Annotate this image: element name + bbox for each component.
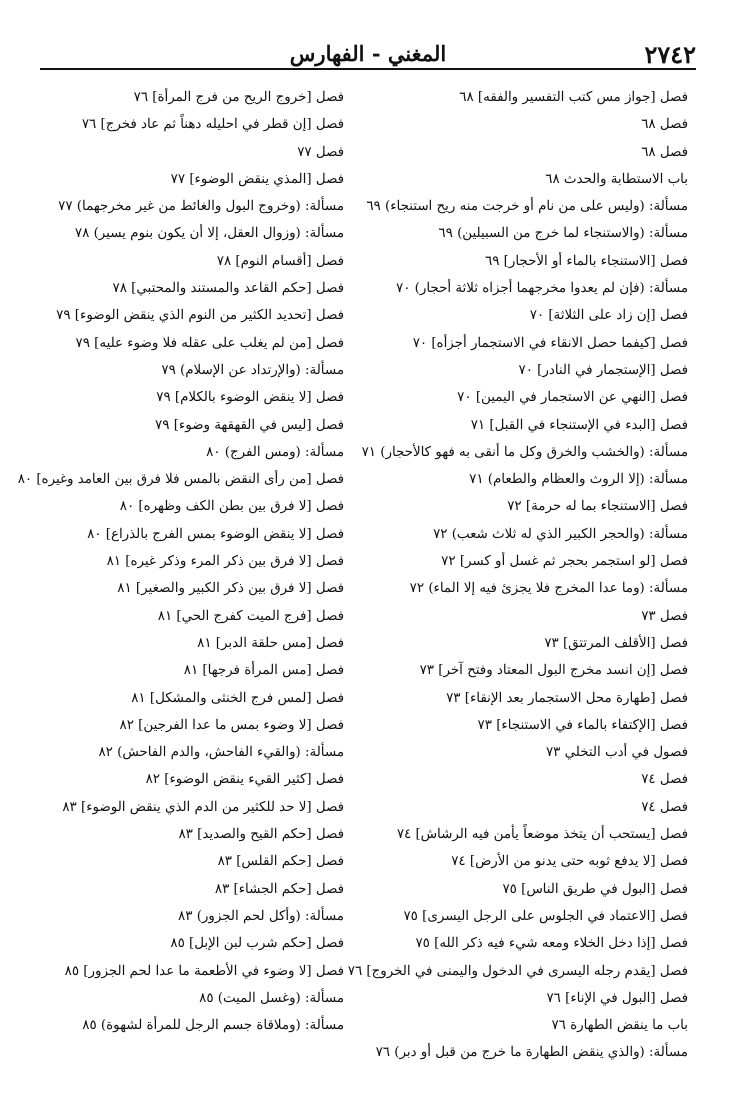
- index-entry: فصل [الاستنجاء بالماء أو الأحجار] ٦٩: [485, 253, 688, 269]
- header-rule: [40, 68, 696, 70]
- index-entry: فصل [فرج الميت كفرج الحي] ٨١: [157, 608, 344, 624]
- index-entry: فصل [إن قطر في احليله دهناً ثم عاد فخرج] ٧٦: [81, 117, 344, 133]
- index-entry: فصل [لا فرق بين ذكر الكبير والصغير] ٨١: [117, 581, 344, 597]
- index-entry: فصل ٧٤: [641, 772, 688, 788]
- index-entry: فصل [يقدم رجله اليسرى في الدخول واليمنى في الخروج] ٧٦: [347, 963, 688, 979]
- index-entry: فصل [مس حلقة الدبر] ٨١: [197, 635, 344, 651]
- index-entry: فصل [كيفما حصل الانقاء في الاستجمار أجزأه] ٧٠: [412, 335, 688, 351]
- index-entry: مسألة: (فإن لم يعدوا مخرجهما أجزاه ثلاثة أحجار) ٧٠: [396, 281, 688, 297]
- index-entry: مسألة: (والخشب والخرق وكل ما أنقى به فهو كالأحجار) ٧١: [361, 444, 688, 460]
- index-entry: باب الاستطابة والحدث ٦٨: [545, 171, 688, 187]
- index-entry: فصل [البدء في الإستنجاء في القبل] ٧١: [470, 417, 688, 433]
- index-entry: فصل [لا وضوء في الأطعمة ما عدا لحم الجزور] ٨٥: [64, 963, 344, 979]
- index-entry: مسألة: (والإرتداد عن الإسلام) ٧٩: [161, 362, 344, 378]
- index-entry: فصل [الإستجمار في النادر] ٧٠: [518, 362, 688, 378]
- index-entry: مسألة: (وزوال العقل، إلا أن يكون بنوم يسير) ٧٨: [74, 226, 344, 242]
- index-entry: فصل [النهي عن الاستجمار في اليمين] ٧٠: [457, 390, 688, 406]
- index-entry: فصل [ليس في القهقهة وضوء] ٧٩: [155, 417, 344, 433]
- index-entry: فصل [حكم القلس] ٨٣: [217, 854, 344, 870]
- index-entry: فصل [أقسام النوم] ٧٨: [216, 253, 344, 269]
- index-entry: فصل [الإكتفاء بالماء في الاستنجاء] ٧٣: [477, 717, 688, 733]
- index-entry: مسألة: (ومس الفرج) ٨٠: [206, 444, 344, 460]
- index-entry: فصل ٦٨: [641, 144, 688, 160]
- running-title: المغني - الفهارس: [289, 41, 447, 66]
- index-entry: فصل [إن انسد مخرج البول المعتاد وفتح آخر] ٧٣: [419, 663, 688, 679]
- index-entry: فصل [حكم الجشاء] ٨٣: [214, 881, 344, 897]
- index-entry: مسألة: (والذي ينقض الطهارة ما خرج من قبل أو دبر) ٧٦: [375, 1045, 688, 1061]
- index-entry: فصل [تحديد الكثير من النوم الذي ينقض الوضوء] ٧٩: [56, 308, 344, 324]
- index-entry: فصل [يستحب أن يتخذ موضعاً يأمن فيه الرشاش] ٧٤: [396, 827, 688, 843]
- index-entry: فصل [مس المرأة فرجها] ٨١: [183, 663, 344, 679]
- index-entry: فصل [لو استجمر بحجر ثم غسل أو كسر] ٧٢: [441, 554, 688, 570]
- index-entry: فصل [من رأى النقض بالمس فلا فرق بين العامد وغيره] ٨٠: [17, 472, 344, 488]
- page-number: ٢٧٤٢: [644, 40, 696, 69]
- index-entry: فصل [لا فرق بين بطن الكف وظهره] ٨٠: [119, 499, 344, 515]
- index-entry: مسألة: (وملاقاة جسم الرجل للمرأة لشهوة) ٨٥: [82, 1018, 344, 1034]
- index-entry: فصل [إذا دخل الخلاء ومعه شيء فيه ذكر الله] ٧٥: [415, 936, 688, 952]
- index-column-right: [346, 84, 688, 1067]
- index-entry: فصل [لا ينقض الوضوء بمس الفرج بالذراع] ٨٠: [87, 526, 344, 542]
- index-entry: فصل [المذي ينقض الوضوء] ٧٧: [170, 171, 344, 187]
- index-entry: باب ما ينقض الطهارة ٧٦: [551, 1018, 688, 1034]
- index-entry: فصل [لا فرق بين ذكر المرء وذكر غيره] ٨١: [106, 554, 344, 570]
- index-entry: فصل [حكم القيح والصديد] ٨٣: [178, 827, 344, 843]
- index-entry: فصل [خروج الريح من فرج المرأة] ٧٦: [133, 90, 344, 105]
- index-entry: فصل [الاعتماد في الجلوس على الرجل اليسرى] ٧٥: [403, 908, 688, 924]
- index-entry: فصل ٧٤: [641, 799, 688, 815]
- index-entry: مسألة: (والحجر الكبير الذي له ثلاث شعب) ٧٢: [433, 526, 688, 542]
- index-entry: مسألة: (وأكل لحم الجزور) ٨٣: [178, 908, 344, 924]
- index-entry: فصل [لا يدفع ثوبه حتى يدنو من الأرض] ٧٤: [451, 854, 688, 870]
- index-entry: مسألة: (وغسل الميت) ٨٥: [199, 990, 344, 1006]
- index-entry: مسألة: (وما عدا المخرج فلا يجزئ فيه إلا الماء) ٧٢: [409, 581, 688, 597]
- index-entry: مسألة: (وخروج البول والغائط من غير مخرجهما) ٧٧: [58, 199, 344, 215]
- index-entry: فصل [جواز مس كتب التفسير والفقه] ٦٨: [459, 90, 688, 105]
- index-entry: فصل [طهارة محل الاستجمار بعد الإنقاء] ٧٣: [446, 690, 688, 706]
- index-entry: فصل [لا حد للكثير من الدم الذي ينقض الوضوء] ٨٣: [62, 799, 344, 815]
- index-entry: فصل ٦٨: [641, 117, 688, 133]
- index-entry: مسألة: (إلا الروث والعظام والطعام) ٧١: [469, 472, 688, 488]
- index-entry: فصل [إن زاد على الثلاثة] ٧٠: [529, 308, 688, 324]
- index-entry: مسألة: (وليس على من نام أو خرجت منه ريح استنجاء) ٦٩: [366, 199, 688, 215]
- index-entry: فصل [لا ينقض الوضوء بالكلام] ٧٩: [156, 390, 344, 406]
- index-entry: فصل [لا وضوء بمس ما عدا الفرجين] ٨٢: [119, 717, 344, 733]
- index-entry: فصل ٧٧: [297, 144, 344, 160]
- index-entry: مسألة: (والاستنجاء لما خرج من السبيلين) ٦٩: [438, 226, 688, 242]
- index-entry: مسألة: (والقيء الفاحش، والدم الفاحش) ٨٢: [98, 745, 344, 761]
- index-entry: فصل [الأقلف المرتتق] ٧٣: [544, 635, 688, 651]
- index-entry: فصل [حكم القاعد والمستند والمحتبي] ٧٨: [112, 281, 344, 297]
- index-entry: فصول في أدب التخلي ٧٣: [545, 745, 688, 761]
- index-entry: فصل [لمس فرج الخنثى والمشكل] ٨١: [131, 690, 344, 706]
- page-header: [40, 40, 696, 68]
- index-entry: فصل [من لم يغلب على عقله فلا وضوء عليه] ٧٩: [75, 335, 344, 351]
- index-column-left: [0, 84, 344, 1039]
- index-entry: فصل [البول في طريق الناس] ٧٥: [502, 881, 688, 897]
- index-entry: فصل [كثير القيء ينقض الوضوء] ٨٢: [145, 772, 344, 788]
- index-entry: فصل [البول في الإناء] ٧٦: [546, 990, 688, 1006]
- index-entry: فصل [حكم شرب لبن الإبل] ٨٥: [170, 936, 344, 952]
- index-entry: فصل ٧٣: [641, 608, 688, 624]
- index-entry: فصل [الاستنجاء بما له حرمة] ٧٢: [507, 499, 688, 515]
